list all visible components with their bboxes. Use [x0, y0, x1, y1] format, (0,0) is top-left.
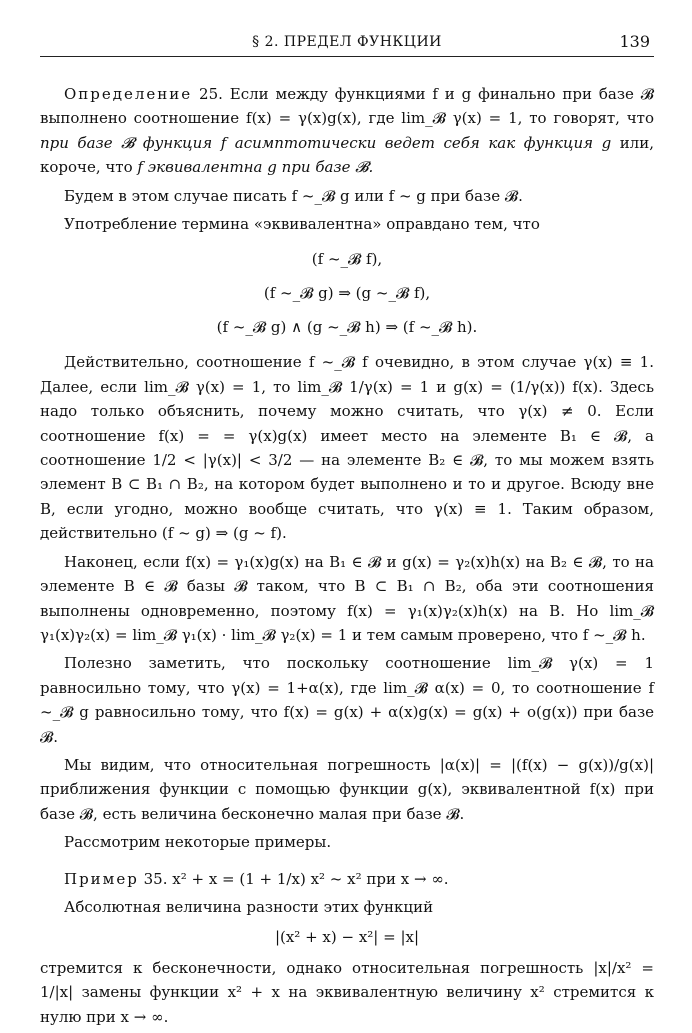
conclusion-paragraph: стремится к бесконечности, однако относительная погрешность |x|/x² = 1/|x| замены функции x² + x на эквивалентную величину x² стремится к нулю при x → ∞. [40, 958, 654, 1026]
example-paragraph [40, 867, 654, 891]
equivalence-properties [40, 242, 654, 344]
example-formula: x² + x = (1 + 1/x) x² ~ x² при x → ∞. [172, 869, 449, 888]
proof-paragraph: Действительно, соотношение f ~_𝓑 f очевидно, в этом случае γ(x) ≡ 1. Далее, если lim_𝓑 γ(x) = 1, то lim_𝓑 1/γ(x) = 1 и g(x) = (1/γ(x)) f(x). Здесь надо только объяснить, почему можно считать, что γ(x) ≠ 0. Если соотношение f(x) = = γ(x)g(x) имеет место на элементе B₁ ∈ 𝓑, а соотношение 1/2 < |γ(x)| < 3/2 — на элементе B₂ ∈ 𝓑, то мы можем взять элемент B ⊂ B₁ ∩ B₂, на котором будет выполнено и то и другое. Всюду вне B, если угодно, можно вообще считать, что γ(x) ≡ 1. Таким образом, действительно (f ~ g) ⇒ (g ~ f). [40, 353, 654, 543]
definition-text-2: или, короче, что [40, 133, 654, 177]
equation-reflexive: (f ~_𝓑 f), [311, 250, 383, 269]
definition-italic: при базе 𝓑 функция f асимптотически ведет себя как функция g [40, 133, 612, 152]
examples-intro: Рассмотрим некоторые примеры. [64, 833, 332, 852]
absolute-difference-equation: |(x² + x) − x²| = |x| [274, 928, 420, 947]
absolute-value-text: Абсолютная величина разности этих функций [64, 897, 434, 916]
page-body [40, 82, 654, 1033]
definition-number: 25. [199, 85, 223, 103]
definition-text: Если между функциями f и g финально при базе 𝓑 выполнено соотношение f(x) = γ(x)g(x), где lim_𝓑 γ(x) = 1, то говорят, что [40, 85, 654, 128]
equation-transitive: (f ~_𝓑 g) ∧ (g ~_𝓑 h) ⇒ (f ~_𝓑 h). [216, 318, 478, 337]
definition-paragraph [40, 82, 654, 180]
definition-label: Определение [64, 85, 193, 103]
running-header [40, 32, 654, 57]
notation-paragraph: Будем в этом случае писать f ~_𝓑 g или f ~ g при базе 𝓑. [64, 186, 523, 205]
example-label: Пример [64, 869, 139, 888]
equation-symmetric: (f ~_𝓑 g) ⇒ (g ~_𝓑 f), [263, 284, 431, 303]
transitivity-paragraph: Наконец, если f(x) = γ₁(x)g(x) на B₁ ∈ 𝓑 и g(x) = γ₂(x)h(x) на B₂ ∈ 𝓑, то на элементе B ∈ 𝓑 базы 𝓑 таком, что B ⊂ B₁ ∩ B₂, оба эти соотношения выполнены одновременно, поэтому f(x) = γ₁(x)γ₂(x)h(x) на B. Но lim_𝓑 γ₁(x)γ₂(x) = lim_𝓑 γ₁(x) · lim_𝓑 γ₂(x) = 1 и тем самым проверено, что f ~_𝓑 h. [40, 552, 654, 644]
example-number: 35. [143, 869, 168, 888]
definition-italic-2: f эквивалентна g при базе 𝓑. [137, 158, 374, 177]
remark-paragraph: Полезно заметить, что поскольку соотношение lim_𝓑 γ(x) = 1 равносильно тому, что γ(x) = 1+α(x), где lim_𝓑 α(x) = 0, то соотношение f ~_𝓑 g равносильно тому, что f(x) = g(x) + α(x)g(x) = g(x) + o(g(x)) при базе 𝓑. [40, 654, 654, 746]
section-title: § 2. ПРЕДЕЛ ФУНКЦИИ [252, 34, 442, 50]
page-number: 139 [619, 32, 650, 51]
term-paragraph: Употребление термина «эквивалентна» оправдано тем, что [64, 215, 540, 234]
relative-error-paragraph: Мы видим, что относительная погрешность |α(x)| = |(f(x) − g(x))/g(x)| приближения функции с помощью функции g(x), эквивалентной f(x) при базе 𝓑, есть величина бесконечно малая при базе 𝓑. [40, 755, 654, 823]
